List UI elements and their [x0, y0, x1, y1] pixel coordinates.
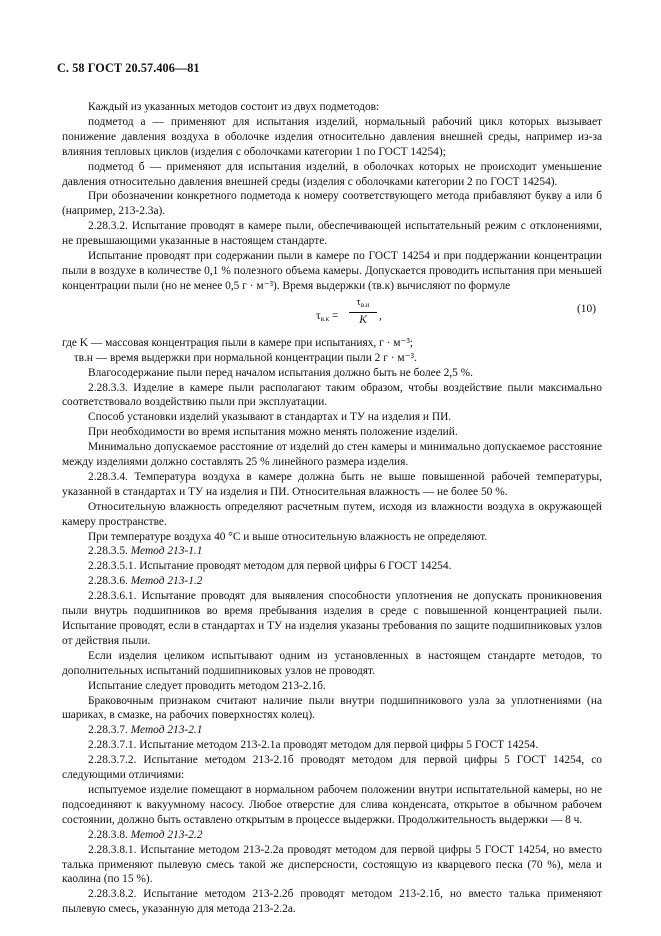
method-title: Метод 213-1.2	[130, 575, 203, 588]
paragraph: При обозначении конкретного подметода к номеру соответствующего метода прибавляют букву а или б (например, 213-2.3а).	[62, 190, 602, 218]
formula-denominator: K	[359, 313, 367, 326]
paragraph: подметод а — применяют для испытания изделий, нормальный рабочий цикл которых вызывает понижение давления воздуха в оболочке изделия относительно давления внешней среды, например из-за влияния тепловых циклов (изделия с оболочками категории 1 по ГОСТ 14254);	[62, 115, 602, 158]
paragraph: Испытание проводят при содержании пыли в камере по ГОСТ 14254 и при поддержании концентрации пыли в воздухе в количестве 0,1 % полезного объема камеры. Допускается проводить испытания при меньшей концентрации пыли (но не менее 0,5 г · м⁻³). Время выдержки (τв.к) вычисляют по формуле	[62, 250, 602, 292]
paragraph: Относительную влажность определяют расчетным путем, исходя из влажности воздуха в окружающей камеру пространстве.	[62, 500, 602, 528]
section-heading: 2.28.3.6. Метод 213-1.2	[88, 575, 203, 588]
paragraph: При необходимости во время испытания можно менять положение изделий.	[88, 426, 458, 439]
paragraph: 2.28.3.5.1. Испытание проводят методом для первой цифры 6 ГОСТ 14254.	[88, 560, 452, 573]
method-title: Метод 213-2.1	[130, 724, 203, 737]
section-heading: 2.28.3.7. Метод 213-2.1	[88, 724, 203, 737]
method-title: Метод 213-2.2	[130, 828, 203, 841]
formula-number: (10)	[577, 302, 596, 315]
paragraph: Минимально допускаемое расстояние от изделий до стен камеры и минимально допускаемое расстояние между изделиями должно составлять 25 % линейного размера изделия.	[62, 441, 602, 469]
paragraph: 2.28.3.8.2. Испытание методом 213-2.2б проводят методом 213-2.1б, но вместо талька применяют пылевую смесь, указанную для метода 213-2.2а.	[62, 888, 602, 916]
paragraph: 2.28.3.4. Температура воздуха в камере должна быть не выше повышенной рабочей температуры, указанной в стандартах и ТУ на изделия и ПИ. Относительная влажность — не более 50 %.	[62, 470, 602, 498]
document-body	[62, 100, 602, 917]
formula-fraction	[349, 296, 377, 328]
paragraph: Если изделия целиком испытывают одним из установленных в настоящем стандарте методов, то дополнительных испытаний подшипниковых узлов не проводят.	[62, 649, 602, 677]
where-line: где K — массовая концентрация пыли в камере при испытаниях, г · м⁻³;	[62, 336, 414, 349]
paragraph: 2.28.3.3. Изделие в камере пыли располагают таким образом, чтобы воздействие пыли максимально соответствовало воздействию пыли при эксплуатации.	[62, 381, 602, 409]
paragraph: При температуре воздуха 40 °С и выше относительную влажность не определяют.	[88, 530, 488, 543]
paragraph: подметод б — применяют для испытания изделий, в оболочках которых не происходит уменьшение давления относительно давления внешней среды (изделия с оболочками категории 2 по ГОСТ 14254).	[62, 160, 602, 188]
where-line: τв.н — время выдержки при нормальной концентрации пыли 2 г · м⁻³.	[74, 351, 417, 364]
paragraph: 2.28.3.7.2. Испытание методом 213-2.1б проводят методом для первой цифры 5 ГОСТ 14254, со следующими отличиями:	[62, 754, 602, 782]
paragraph: 2.28.3.8.1. Испытание методом 213-2.2а проводят методом для первой цифры 5 ГОСТ 14254, но вместо талька применяют пылевую смесь такой же дисперсности, состоящую из кварцевого песка (70 %), мела и каолина (по 15 %).	[62, 843, 602, 886]
formula-numerator: $\tau_{в.н}$	[349, 296, 377, 313]
formula-10	[62, 296, 602, 336]
paragraph: Влагосодержание пыли перед началом испытания должно быть не более 2,5 %.	[88, 366, 474, 379]
section-heading: 2.28.3.8. Метод 213-2.2	[88, 828, 203, 841]
formula-lhs: $\tau_{в.к}$ =	[316, 309, 339, 323]
paragraph: 2.28.3.6.1. Испытание проводят для выявления способности уплотнения не допускать проникновения пыли внутрь подшипников во время пребывания изделия в среде с повышенной концентрацией пыли. Испытание проводят, если в стандартах и ТУ на изделия указаны требования по защите подшипниковых узлов от действия пыли.	[62, 590, 602, 647]
method-title: Метод 213-1.1	[130, 545, 203, 558]
paragraph: испытуемое изделие помещают в нормальном рабочем положении внутри испытательной камеры, но не подсоединяют к вакуумному насосу. Любое отверстие для слива конденсата, открытое в обычном рабочем состоянии, должно быть оставлено открытым в процессе выдержки. Продолжительность выдержки — 8 ч.	[62, 783, 602, 826]
paragraph: Браковочным признаком считают наличие пыли внутри подшипникового узла за уплотнениями (на шариках, в смазке, на рабочих поверхностях колец).	[62, 694, 602, 722]
paragraph: 2.28.3.2. Испытание проводят в камере пыли, обеспечивающей испытательный режим с отклонениями, не превышающими указанные в настоящем стандарте.	[62, 220, 602, 248]
section-heading: 2.28.3.5. Метод 213-1.1	[88, 545, 203, 558]
paragraph: Каждый из указанных методов состоит из двух подметодов:	[88, 101, 380, 113]
paragraph: Способ установки изделий указывают в стандартах и ТУ на изделия и ПИ.	[88, 411, 452, 424]
paragraph: 2.28.3.7.1. Испытание методом 213-2.1а проводят методом для первой цифры 5 ГОСТ 14254.	[88, 739, 539, 752]
formula-comma: ,	[379, 309, 382, 322]
page-header: С. 58 ГОСТ 20.57.406—81	[57, 61, 200, 75]
paragraph: Испытание следует проводить методом 213-2.1б.	[88, 679, 326, 692]
